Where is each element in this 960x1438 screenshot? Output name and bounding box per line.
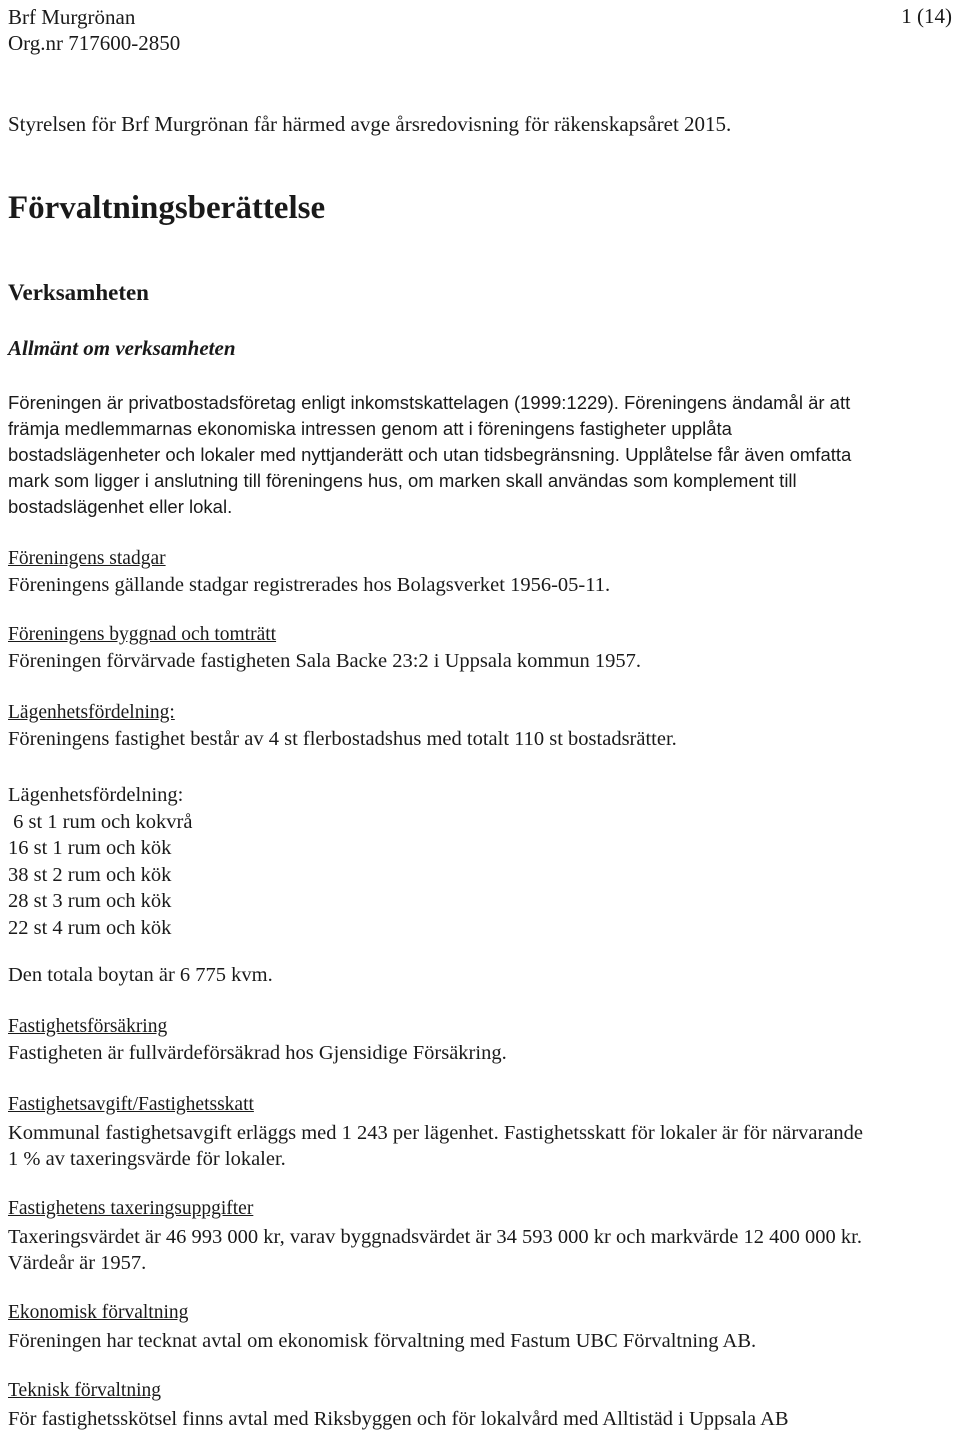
- paragraph-line: Föreningen är privatbostadsföretag enligt inkomstskattelagen (1999:1229). Föreningens ändamål är att: [8, 392, 851, 413]
- section-text-taxering-line2: Värdeår är 1957.: [8, 1252, 147, 1274]
- list-item: 38 st 2 rum och kök: [8, 863, 172, 886]
- org-name: Brf Murgrönan: [8, 5, 136, 29]
- section-title-stadgar: Föreningens stadgar: [8, 548, 166, 569]
- section-title-avgift: Fastighetsavgift/Fastighetsskatt: [8, 1094, 254, 1115]
- list-item: 6 st 1 rum och kokvrå: [8, 810, 193, 833]
- section-title-teknisk: Teknisk förvaltning: [8, 1380, 161, 1401]
- paragraph-line: bostadslägenhet eller lokal.: [8, 496, 233, 517]
- paragraph-line: främja medlemmarnas ekonomiska intressen genom att i föreningens fastigheter upplåta: [8, 418, 732, 439]
- section-text-taxering-line1: Taxeringsvärdet är 46 993 000 kr, varav byggnadsvärdet är 34 593 000 kr och markvärde 12 400 000 kr.: [8, 1226, 862, 1248]
- org-number: Org.nr 717600-2850: [8, 31, 181, 55]
- page-number: 1 (14): [901, 4, 952, 28]
- list-item: 28 st 3 rum och kök: [8, 890, 172, 913]
- list-item: 22 st 4 rum och kök: [8, 916, 172, 939]
- section-text-forsakring: Fastigheten är fullvärdeförsäkrad hos Gjensidige Försäkring.: [8, 1042, 507, 1064]
- section-text-byggnad: Föreningen förvärvade fastigheten Sala Backe 23:2 i Uppsala kommun 1957.: [8, 650, 642, 672]
- apartment-list: [8, 782, 192, 942]
- section-text-ekonomisk: Föreningen har tecknat avtal om ekonomisk förvaltning med Fastum UBC Förvaltning AB.: [8, 1330, 757, 1352]
- header-org-block: [8, 4, 180, 56]
- apartment-list-label: Lägenhetsfördelning:: [8, 784, 184, 806]
- verksamhet-paragraph: [8, 390, 952, 520]
- section-text-teknisk: För fastighetsskötsel finns avtal med Riksbyggen och för lokalvård med Alltistäd i Uppsala AB: [8, 1408, 789, 1430]
- section-text-stadgar: Föreningens gällande stadgar registrerades hos Bolagsverket 1956-05-11.: [8, 574, 611, 596]
- section-title-fordelning: Lägenhetsfördelning:: [8, 702, 175, 723]
- paragraph-line: mark som ligger i anslutning till föreningens hus, om marken skall användas som komplement till: [8, 470, 797, 491]
- document-title: Förvaltningsberättelse: [8, 190, 326, 226]
- list-item: 16 st 1 rum och kök: [8, 837, 172, 860]
- section-title-byggnad: Föreningens byggnad och tomträtt: [8, 624, 277, 645]
- section-text-avgift-line2: 1 % av taxeringsvärde för lokaler.: [8, 1148, 286, 1170]
- section-text-avgift-line1: Kommunal fastighetsavgift erläggs med 1 243 per lägenhet. Fastighetsskatt för lokaler är för närvarande: [8, 1122, 864, 1144]
- paragraph-line: bostadslägenheter och lokaler med nyttjanderätt och utan tidsbegränsning. Upplåtelse får även omfatta: [8, 444, 852, 465]
- total-area-text: Den totala boytan är 6 775 kvm.: [8, 964, 273, 986]
- section-heading: Verksamheten: [8, 280, 149, 305]
- intro-text: Styrelsen för Brf Murgrönan får härmed avge årsredovisning för räkenskapsåret 2015.: [8, 112, 732, 136]
- subheading: Allmänt om verksamheten: [8, 336, 236, 360]
- section-title-taxering: Fastighetens taxeringsuppgifter: [8, 1198, 254, 1219]
- section-text-fordelning: Föreningens fastighet består av 4 st flerbostadshus med totalt 110 st bostadsrätter.: [8, 728, 677, 750]
- section-title-forsakring: Fastighetsförsäkring: [8, 1016, 168, 1037]
- section-title-ekonomisk: Ekonomisk förvaltning: [8, 1302, 189, 1323]
